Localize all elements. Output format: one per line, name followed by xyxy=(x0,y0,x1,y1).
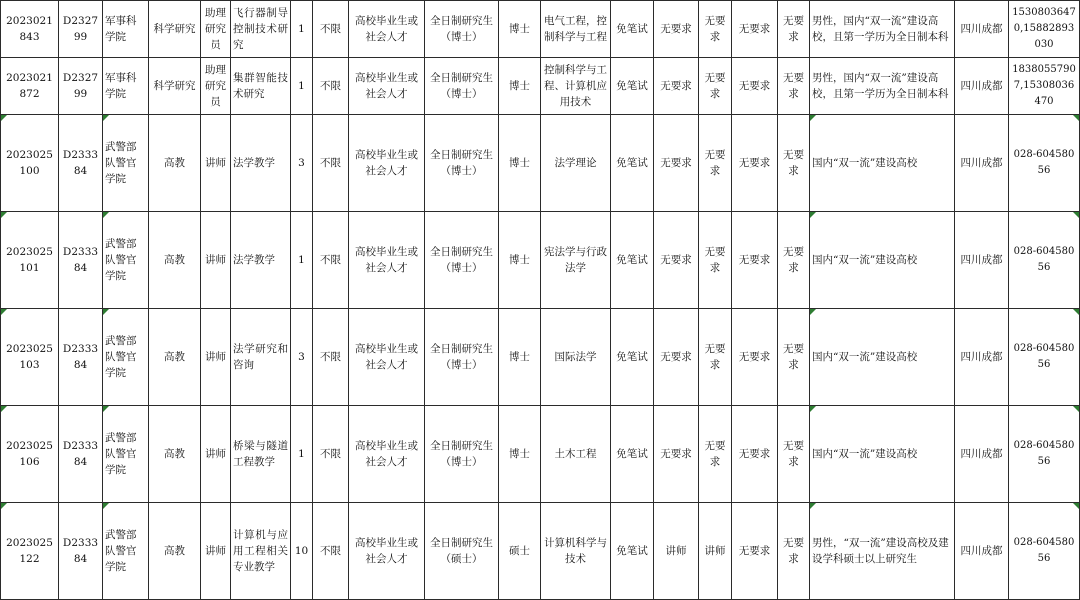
discipline-cell: 电气工程，控制科学与工程 xyxy=(541,1,611,58)
requirement-2-cell: 无要求 xyxy=(699,406,732,503)
job-title-cell: 讲师 xyxy=(201,406,231,503)
location-cell: 四川成都 xyxy=(955,115,1009,212)
category-cell: 高教 xyxy=(149,503,201,600)
headcount-cell: 3 xyxy=(291,115,313,212)
job-content-cell: 桥梁与隧道工程教学 xyxy=(231,406,291,503)
requirement-4-cell: 无要求 xyxy=(778,1,810,58)
requirement-4-cell: 无要求 xyxy=(778,58,810,115)
study-mode-cell: 全日制研究生（博士） xyxy=(425,406,499,503)
job-title-cell: 助理研究员 xyxy=(201,1,231,58)
other-conditions-cell: 男性，国内“双一流”建设高校，且第一学历为全日制本科 xyxy=(810,58,955,115)
table-row xyxy=(1,309,1080,406)
degree-cell: 博士 xyxy=(499,406,541,503)
source-cell: 高校毕业生或社会人才 xyxy=(349,309,425,406)
requirement-1-cell: 无要求 xyxy=(654,309,699,406)
headcount-cell: 1 xyxy=(291,406,313,503)
location-cell: 四川成都 xyxy=(955,406,1009,503)
requirement-3-cell: 无要求 xyxy=(732,309,778,406)
requirement-1-cell: 讲师 xyxy=(654,503,699,600)
phone-cell: 028-60458056 xyxy=(1009,212,1080,309)
other-conditions-cell: 国内“双一流”建设高校 xyxy=(810,309,955,406)
phone-cell: 15308036470,15882893030 xyxy=(1009,1,1080,58)
requirement-2-cell: 无要求 xyxy=(699,309,732,406)
source-cell: 高校毕业生或社会人才 xyxy=(349,58,425,115)
job-content-cell: 集群智能技术研究 xyxy=(231,58,291,115)
category-cell: 科学研究 xyxy=(149,1,201,58)
unit-name-cell: 武警部队警官学院 xyxy=(103,212,149,309)
exam-cell: 免笔试 xyxy=(611,503,654,600)
requirement-3-cell: 无要求 xyxy=(732,503,778,600)
other-conditions-cell: 国内“双一流”建设高校 xyxy=(810,406,955,503)
exam-cell: 免笔试 xyxy=(611,309,654,406)
job-title-cell: 助理研究员 xyxy=(201,58,231,115)
job-content-cell: 法学教学 xyxy=(231,115,291,212)
discipline-cell: 国际法学 xyxy=(541,309,611,406)
gender-cell: 不限 xyxy=(313,115,349,212)
category-cell: 高教 xyxy=(149,309,201,406)
phone-cell: 028-60458056 xyxy=(1009,503,1080,600)
source-cell: 高校毕业生或社会人才 xyxy=(349,1,425,58)
headcount-cell: 1 xyxy=(291,212,313,309)
requirement-1-cell: 无要求 xyxy=(654,115,699,212)
exam-cell: 免笔试 xyxy=(611,212,654,309)
requirement-1-cell: 无要求 xyxy=(654,58,699,115)
gender-cell: 不限 xyxy=(313,1,349,58)
other-conditions-cell: 国内“双一流”建设高校 xyxy=(810,212,955,309)
job-content-cell: 法学研究和咨询 xyxy=(231,309,291,406)
headcount-cell: 3 xyxy=(291,309,313,406)
unit-name-cell: 武警部队警官学院 xyxy=(103,309,149,406)
degree-cell: 博士 xyxy=(499,115,541,212)
location-cell: 四川成都 xyxy=(955,1,1009,58)
requirement-3-cell: 无要求 xyxy=(732,115,778,212)
position-code-cell: 2023021872 xyxy=(1,58,59,115)
requirement-3-cell: 无要求 xyxy=(732,58,778,115)
requirement-1-cell: 无要求 xyxy=(654,1,699,58)
requirement-1-cell: 无要求 xyxy=(654,406,699,503)
job-title-cell: 讲师 xyxy=(201,503,231,600)
table-row xyxy=(1,406,1080,503)
position-code-cell: 2023025122 xyxy=(1,503,59,600)
requirement-3-cell: 无要求 xyxy=(732,1,778,58)
unit-code-cell: D233384 xyxy=(59,406,103,503)
gender-cell: 不限 xyxy=(313,406,349,503)
gender-cell: 不限 xyxy=(313,212,349,309)
other-conditions-cell: 国内“双一流”建设高校 xyxy=(810,115,955,212)
other-conditions-cell: 男性，“双一流”建设高校及建设学科硕士以上研究生 xyxy=(810,503,955,600)
headcount-cell: 1 xyxy=(291,1,313,58)
requirement-2-cell: 讲师 xyxy=(699,503,732,600)
degree-cell: 博士 xyxy=(499,58,541,115)
study-mode-cell: 全日制研究生（硕士） xyxy=(425,503,499,600)
exam-cell: 免笔试 xyxy=(611,406,654,503)
requirement-2-cell: 无要求 xyxy=(699,212,732,309)
unit-code-cell: D233384 xyxy=(59,212,103,309)
table-row xyxy=(1,1,1080,58)
location-cell: 四川成都 xyxy=(955,309,1009,406)
study-mode-cell: 全日制研究生（博士） xyxy=(425,1,499,58)
exam-cell: 免笔试 xyxy=(611,115,654,212)
unit-name-cell: 武警部队警官学院 xyxy=(103,406,149,503)
requirement-2-cell: 无要求 xyxy=(699,115,732,212)
discipline-cell: 土木工程 xyxy=(541,406,611,503)
requirement-4-cell: 无要求 xyxy=(778,503,810,600)
position-code-cell: 2023021843 xyxy=(1,1,59,58)
job-content-cell: 法学教学 xyxy=(231,212,291,309)
gender-cell: 不限 xyxy=(313,503,349,600)
unit-name-cell: 武警部队警官学院 xyxy=(103,503,149,600)
gender-cell: 不限 xyxy=(313,309,349,406)
phone-cell: 028-60458056 xyxy=(1009,309,1080,406)
category-cell: 科学研究 xyxy=(149,58,201,115)
requirement-2-cell: 无要求 xyxy=(699,58,732,115)
discipline-cell: 法学理论 xyxy=(541,115,611,212)
unit-code-cell: D232799 xyxy=(59,1,103,58)
degree-cell: 博士 xyxy=(499,1,541,58)
discipline-cell: 计算机科学与技术 xyxy=(541,503,611,600)
requirement-4-cell: 无要求 xyxy=(778,115,810,212)
exam-cell: 免笔试 xyxy=(611,58,654,115)
exam-cell: 免笔试 xyxy=(611,1,654,58)
unit-code-cell: D233384 xyxy=(59,115,103,212)
degree-cell: 硕士 xyxy=(499,503,541,600)
discipline-cell: 控制科学与工程、计算机应用技术 xyxy=(541,58,611,115)
requirement-4-cell: 无要求 xyxy=(778,406,810,503)
phone-cell: 028-60458056 xyxy=(1009,406,1080,503)
study-mode-cell: 全日制研究生（博士） xyxy=(425,212,499,309)
category-cell: 高教 xyxy=(149,406,201,503)
table-row xyxy=(1,58,1080,115)
requirement-4-cell: 无要求 xyxy=(778,309,810,406)
requirement-3-cell: 无要求 xyxy=(732,406,778,503)
other-conditions-cell: 男性，国内“双一流”建设高校，且第一学历为全日制本科 xyxy=(810,1,955,58)
source-cell: 高校毕业生或社会人才 xyxy=(349,503,425,600)
category-cell: 高教 xyxy=(149,212,201,309)
study-mode-cell: 全日制研究生（博士） xyxy=(425,309,499,406)
table-body xyxy=(1,1,1080,600)
job-content-cell: 计算机与应用工程相关专业教学 xyxy=(231,503,291,600)
table-row xyxy=(1,212,1080,309)
phone-cell: 028-60458056 xyxy=(1009,115,1080,212)
position-code-cell: 2023025100 xyxy=(1,115,59,212)
job-title-cell: 讲师 xyxy=(201,212,231,309)
source-cell: 高校毕业生或社会人才 xyxy=(349,406,425,503)
position-code-cell: 2023025106 xyxy=(1,406,59,503)
headcount-cell: 1 xyxy=(291,58,313,115)
discipline-cell: 宪法学与行政法学 xyxy=(541,212,611,309)
unit-name-cell: 军事科学院 xyxy=(103,1,149,58)
requirement-1-cell: 无要求 xyxy=(654,212,699,309)
source-cell: 高校毕业生或社会人才 xyxy=(349,212,425,309)
category-cell: 高教 xyxy=(149,115,201,212)
job-content-cell: 飞行器制导控制技术研究 xyxy=(231,1,291,58)
position-code-cell: 2023025103 xyxy=(1,309,59,406)
requirement-4-cell: 无要求 xyxy=(778,212,810,309)
unit-code-cell: D233384 xyxy=(59,503,103,600)
table-row xyxy=(1,503,1080,600)
degree-cell: 博士 xyxy=(499,212,541,309)
unit-code-cell: D232799 xyxy=(59,58,103,115)
gender-cell: 不限 xyxy=(313,58,349,115)
requirement-3-cell: 无要求 xyxy=(732,212,778,309)
phone-cell: 18380557907,15308036470 xyxy=(1009,58,1080,115)
location-cell: 四川成都 xyxy=(955,212,1009,309)
unit-name-cell: 武警部队警官学院 xyxy=(103,115,149,212)
job-title-cell: 讲师 xyxy=(201,309,231,406)
table-row xyxy=(1,115,1080,212)
unit-name-cell: 军事科学院 xyxy=(103,58,149,115)
headcount-cell: 10 xyxy=(291,503,313,600)
location-cell: 四川成都 xyxy=(955,503,1009,600)
source-cell: 高校毕业生或社会人才 xyxy=(349,115,425,212)
location-cell: 四川成都 xyxy=(955,58,1009,115)
job-title-cell: 讲师 xyxy=(201,115,231,212)
unit-code-cell: D233384 xyxy=(59,309,103,406)
study-mode-cell: 全日制研究生（博士） xyxy=(425,115,499,212)
degree-cell: 博士 xyxy=(499,309,541,406)
requirement-2-cell: 无要求 xyxy=(699,1,732,58)
study-mode-cell: 全日制研究生（博士） xyxy=(425,58,499,115)
position-code-cell: 2023025101 xyxy=(1,212,59,309)
